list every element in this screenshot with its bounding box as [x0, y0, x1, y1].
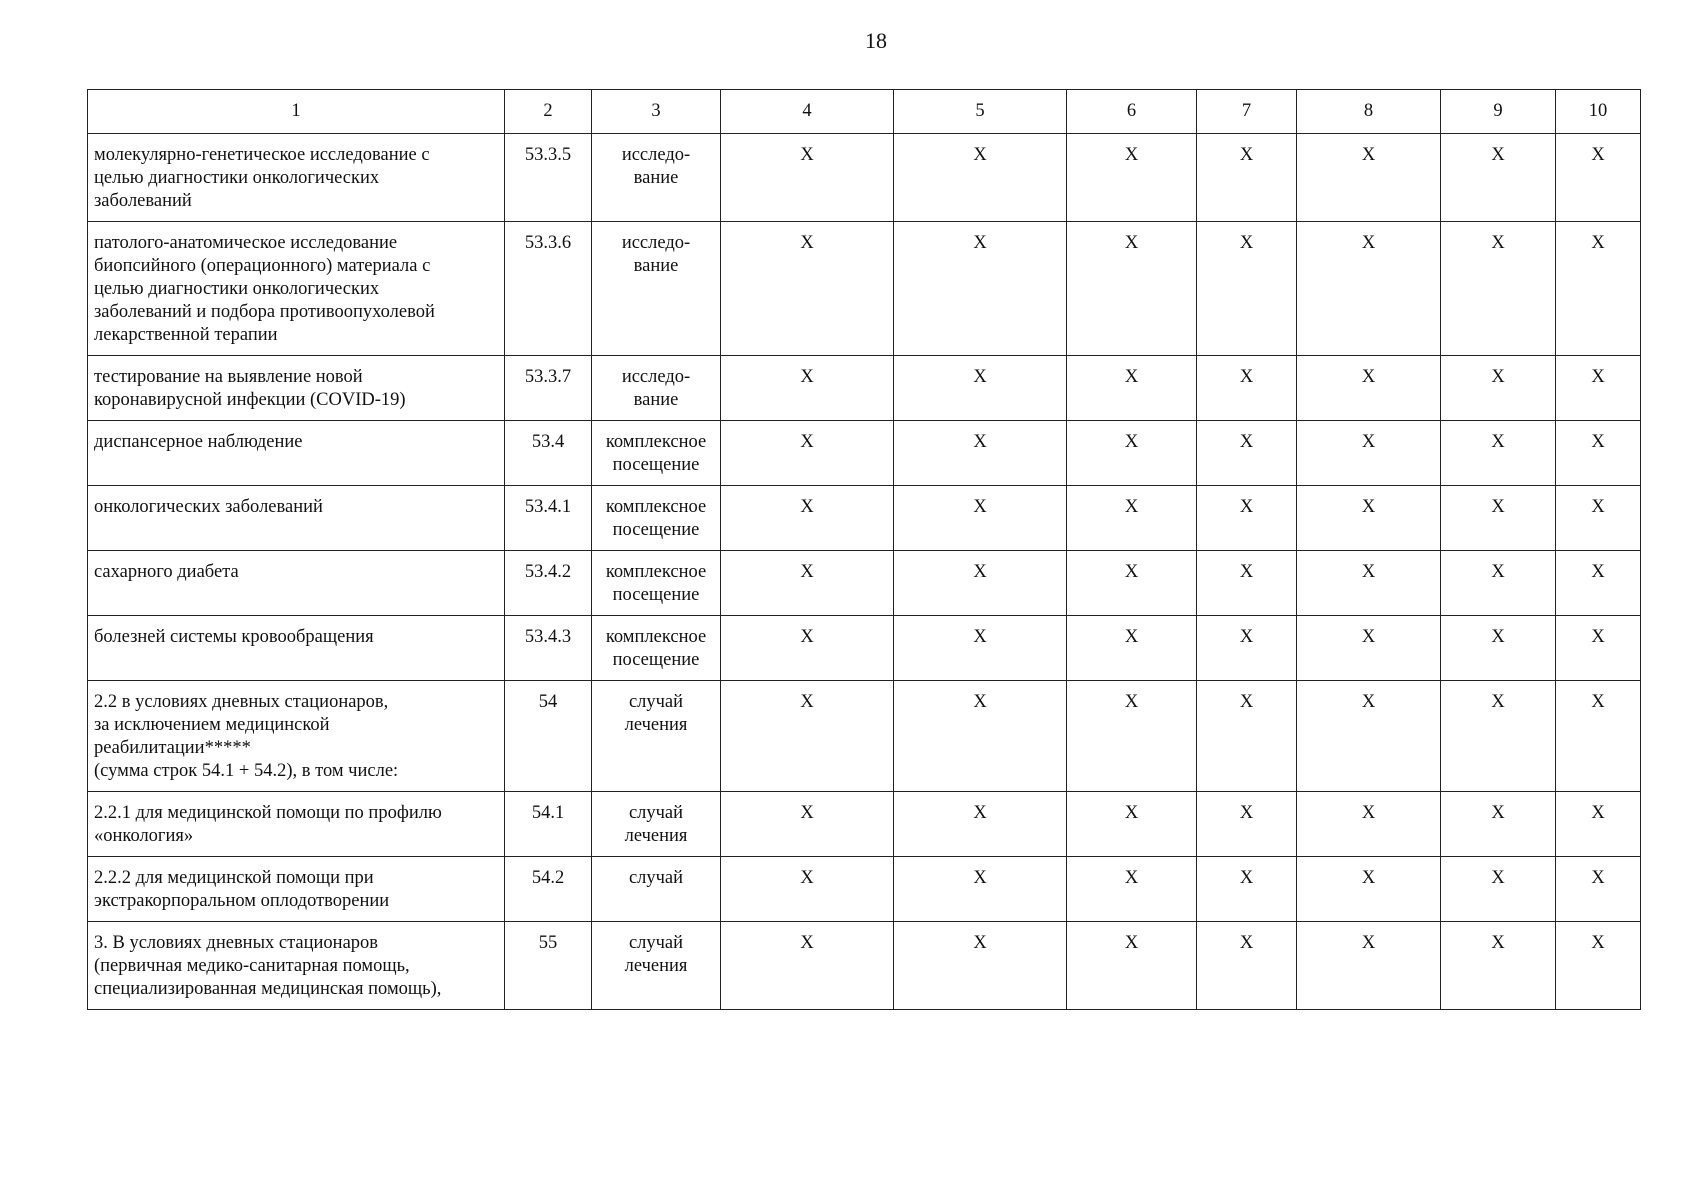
row-value-cell: X: [1297, 486, 1441, 551]
cell-text-line: вание: [633, 256, 679, 276]
row-value-cell: X: [721, 222, 894, 356]
table-row: [88, 486, 1641, 551]
table-row: [88, 681, 1641, 792]
row-unit-cell: [592, 616, 721, 681]
row-value-cell: X: [721, 421, 894, 486]
row-value-cell: X: [721, 857, 894, 922]
row-value-cell: X: [1556, 486, 1641, 551]
row-value-cell: X: [1556, 616, 1641, 681]
cell-text-line: случай: [628, 692, 684, 712]
row-value-cell: X: [1441, 222, 1556, 356]
cell-text-line: комплексное: [605, 432, 707, 452]
row-value-cell: X: [1297, 792, 1441, 857]
row-unit-cell: [592, 356, 721, 421]
row-code-cell: 53.4: [505, 421, 592, 486]
row-unit-cell: [592, 134, 721, 222]
row-name-cell: [88, 857, 505, 922]
row-value-cell: X: [1441, 421, 1556, 486]
cell-text-line: случай: [628, 933, 684, 953]
table-row: [88, 792, 1641, 857]
row-value-cell: X: [1067, 681, 1197, 792]
column-header: 6: [1067, 90, 1197, 134]
cell-text-line: (первичная медико-санитарная помощь,: [94, 956, 410, 976]
table-row: [88, 134, 1641, 222]
cell-text-line: лечения: [624, 956, 688, 976]
column-header: 1: [88, 90, 505, 134]
cell-text-line: 2.2 в условиях дневных стационаров,: [94, 692, 389, 712]
table-row: [88, 421, 1641, 486]
row-value-cell: X: [1441, 551, 1556, 616]
cell-text-line: болезней системы кровообращения: [94, 627, 374, 647]
cell-text-line: 3. В условиях дневных стационаров: [94, 933, 379, 953]
row-value-cell: X: [894, 792, 1067, 857]
row-value-cell: X: [1556, 792, 1641, 857]
table-row: [88, 857, 1641, 922]
row-value-cell: X: [894, 922, 1067, 1010]
column-header: 7: [1197, 90, 1297, 134]
row-unit-cell: [592, 681, 721, 792]
cell-text-line: случай: [628, 803, 684, 823]
cell-text-line: онкологических заболеваний: [94, 497, 323, 517]
row-value-cell: X: [894, 857, 1067, 922]
row-value-cell: X: [1067, 421, 1197, 486]
row-code-cell: 53.3.6: [505, 222, 592, 356]
row-name-cell: [88, 551, 505, 616]
row-value-cell: X: [1067, 616, 1197, 681]
table-row: [88, 222, 1641, 356]
cell-text-line: комплексное: [605, 627, 707, 647]
row-name-cell: [88, 681, 505, 792]
cell-text-line: вание: [633, 168, 679, 188]
cell-text-line: посещение: [612, 650, 700, 670]
row-value-cell: X: [894, 681, 1067, 792]
row-value-cell: X: [894, 421, 1067, 486]
column-header: 4: [721, 90, 894, 134]
cell-text-line: заболеваний: [94, 191, 192, 211]
cell-text-line: реабилитации*****: [94, 738, 251, 758]
row-value-cell: X: [1556, 857, 1641, 922]
cell-text-line: (сумма строк 54.1 + 54.2), в том числе:: [94, 761, 399, 781]
cell-text-line: 2.2.2 для медицинской помощи при: [94, 868, 374, 888]
row-value-cell: X: [1067, 922, 1197, 1010]
row-name-cell: [88, 792, 505, 857]
row-code-cell: 53.4.1: [505, 486, 592, 551]
column-header: 5: [894, 90, 1067, 134]
row-value-cell: X: [894, 486, 1067, 551]
row-value-cell: X: [1297, 421, 1441, 486]
row-value-cell: X: [1067, 486, 1197, 551]
row-value-cell: X: [1297, 551, 1441, 616]
row-value-cell: X: [894, 222, 1067, 356]
row-value-cell: X: [1067, 857, 1197, 922]
row-unit-cell: [592, 222, 721, 356]
row-value-cell: X: [1297, 857, 1441, 922]
row-value-cell: X: [1441, 922, 1556, 1010]
table-row: [88, 551, 1641, 616]
column-header: 3: [592, 90, 721, 134]
row-unit-cell: [592, 421, 721, 486]
cell-text-line: исследо-: [621, 367, 691, 387]
row-value-cell: X: [1297, 922, 1441, 1010]
row-value-cell: X: [1067, 134, 1197, 222]
cell-text-line: комплексное: [605, 562, 707, 582]
row-value-cell: X: [1441, 616, 1556, 681]
cell-text-line: тестирование на выявление новой: [94, 367, 363, 387]
cell-text-line: посещение: [612, 585, 700, 605]
row-value-cell: X: [1197, 421, 1297, 486]
page-number: 18: [865, 28, 887, 53]
cell-text-line: исследо-: [621, 145, 691, 165]
row-unit-cell: [592, 792, 721, 857]
cell-text-line: биопсийного (операционного) материала с: [94, 256, 431, 276]
row-code-cell: 53.3.7: [505, 356, 592, 421]
row-value-cell: X: [894, 616, 1067, 681]
row-value-cell: X: [721, 486, 894, 551]
row-value-cell: X: [1197, 857, 1297, 922]
cell-text-line: вание: [633, 390, 679, 410]
row-value-cell: X: [1297, 681, 1441, 792]
cell-text-line: целью диагностики онкологических: [94, 168, 380, 188]
row-value-cell: X: [1441, 681, 1556, 792]
row-value-cell: X: [1297, 616, 1441, 681]
row-value-cell: X: [1441, 792, 1556, 857]
cell-text-line: специализированная медицинская помощь),: [94, 979, 442, 999]
row-value-cell: X: [1556, 356, 1641, 421]
row-value-cell: X: [1441, 356, 1556, 421]
row-value-cell: X: [721, 551, 894, 616]
row-value-cell: X: [1556, 222, 1641, 356]
row-value-cell: X: [894, 551, 1067, 616]
row-value-cell: X: [721, 792, 894, 857]
row-value-cell: X: [1441, 486, 1556, 551]
table-row: [88, 356, 1641, 421]
row-unit-cell: [592, 486, 721, 551]
cell-text-line: диспансерное наблюдение: [94, 432, 303, 452]
table-row: [88, 922, 1641, 1010]
row-unit-cell: [592, 857, 721, 922]
row-value-cell: X: [1197, 616, 1297, 681]
cell-text-line: лекарственной терапии: [94, 325, 278, 345]
row-value-cell: X: [1067, 222, 1197, 356]
row-code-cell: 54: [505, 681, 592, 792]
row-value-cell: X: [721, 681, 894, 792]
row-value-cell: X: [1297, 134, 1441, 222]
row-value-cell: X: [1197, 681, 1297, 792]
row-value-cell: X: [894, 134, 1067, 222]
row-value-cell: X: [1197, 922, 1297, 1010]
cell-text-line: патолого-анатомическое исследование: [94, 233, 398, 253]
cell-text-line: заболеваний и подбора противоопухолевой: [94, 302, 435, 322]
row-value-cell: X: [1197, 222, 1297, 356]
row-value-cell: X: [1067, 356, 1197, 421]
row-value-cell: X: [1441, 134, 1556, 222]
column-header: 9: [1441, 90, 1556, 134]
row-code-cell: 53.4.3: [505, 616, 592, 681]
row-value-cell: X: [721, 356, 894, 421]
row-value-cell: X: [894, 356, 1067, 421]
row-value-cell: X: [1197, 551, 1297, 616]
cell-text-line: «онкология»: [94, 826, 194, 846]
row-name-cell: [88, 922, 505, 1010]
row-value-cell: X: [721, 616, 894, 681]
row-name-cell: [88, 356, 505, 421]
row-name-cell: [88, 421, 505, 486]
row-code-cell: 54.2: [505, 857, 592, 922]
cell-text-line: комплексное: [605, 497, 707, 517]
row-unit-cell: [592, 922, 721, 1010]
row-value-cell: X: [1197, 134, 1297, 222]
cell-text-line: целью диагностики онкологических: [94, 279, 380, 299]
row-value-cell: X: [1197, 356, 1297, 421]
row-name-cell: [88, 616, 505, 681]
column-header: 8: [1297, 90, 1441, 134]
row-code-cell: 54.1: [505, 792, 592, 857]
header-row: [88, 90, 1641, 134]
row-value-cell: X: [1556, 681, 1641, 792]
row-code-cell: 55: [505, 922, 592, 1010]
row-value-cell: X: [1067, 551, 1197, 616]
row-value-cell: X: [1067, 792, 1197, 857]
cell-text-line: за исключением медицинской: [94, 715, 330, 735]
row-value-cell: X: [721, 922, 894, 1010]
data-table: [87, 89, 1641, 1010]
row-value-cell: X: [1197, 486, 1297, 551]
row-value-cell: X: [1556, 421, 1641, 486]
cell-text-line: сахарного диабета: [94, 562, 239, 582]
row-value-cell: X: [1556, 134, 1641, 222]
row-value-cell: X: [1556, 922, 1641, 1010]
row-value-cell: X: [721, 134, 894, 222]
row-value-cell: X: [1197, 792, 1297, 857]
row-value-cell: X: [1297, 356, 1441, 421]
cell-text-line: лечения: [624, 715, 688, 735]
row-code-cell: 53.4.2: [505, 551, 592, 616]
table-row: [88, 616, 1641, 681]
row-name-cell: [88, 134, 505, 222]
row-unit-cell: [592, 551, 721, 616]
row-name-cell: [88, 486, 505, 551]
row-code-cell: 53.3.5: [505, 134, 592, 222]
cell-text-line: коронавирусной инфекции (COVID-19): [94, 390, 406, 410]
cell-text-line: случай: [628, 868, 684, 888]
row-value-cell: X: [1441, 857, 1556, 922]
row-name-cell: [88, 222, 505, 356]
column-header: 10: [1556, 90, 1641, 134]
cell-text-line: исследо-: [621, 233, 691, 253]
row-value-cell: X: [1297, 222, 1441, 356]
column-header: 2: [505, 90, 592, 134]
cell-text-line: молекулярно-генетическое исследование с: [94, 145, 430, 165]
row-value-cell: X: [1556, 551, 1641, 616]
cell-text-line: лечения: [624, 826, 688, 846]
cell-text-line: посещение: [612, 455, 700, 475]
cell-text-line: посещение: [612, 520, 700, 540]
cell-text-line: экстракорпоральном оплодотворении: [94, 891, 390, 911]
cell-text-line: 2.2.1 для медицинской помощи по профилю: [94, 803, 442, 823]
